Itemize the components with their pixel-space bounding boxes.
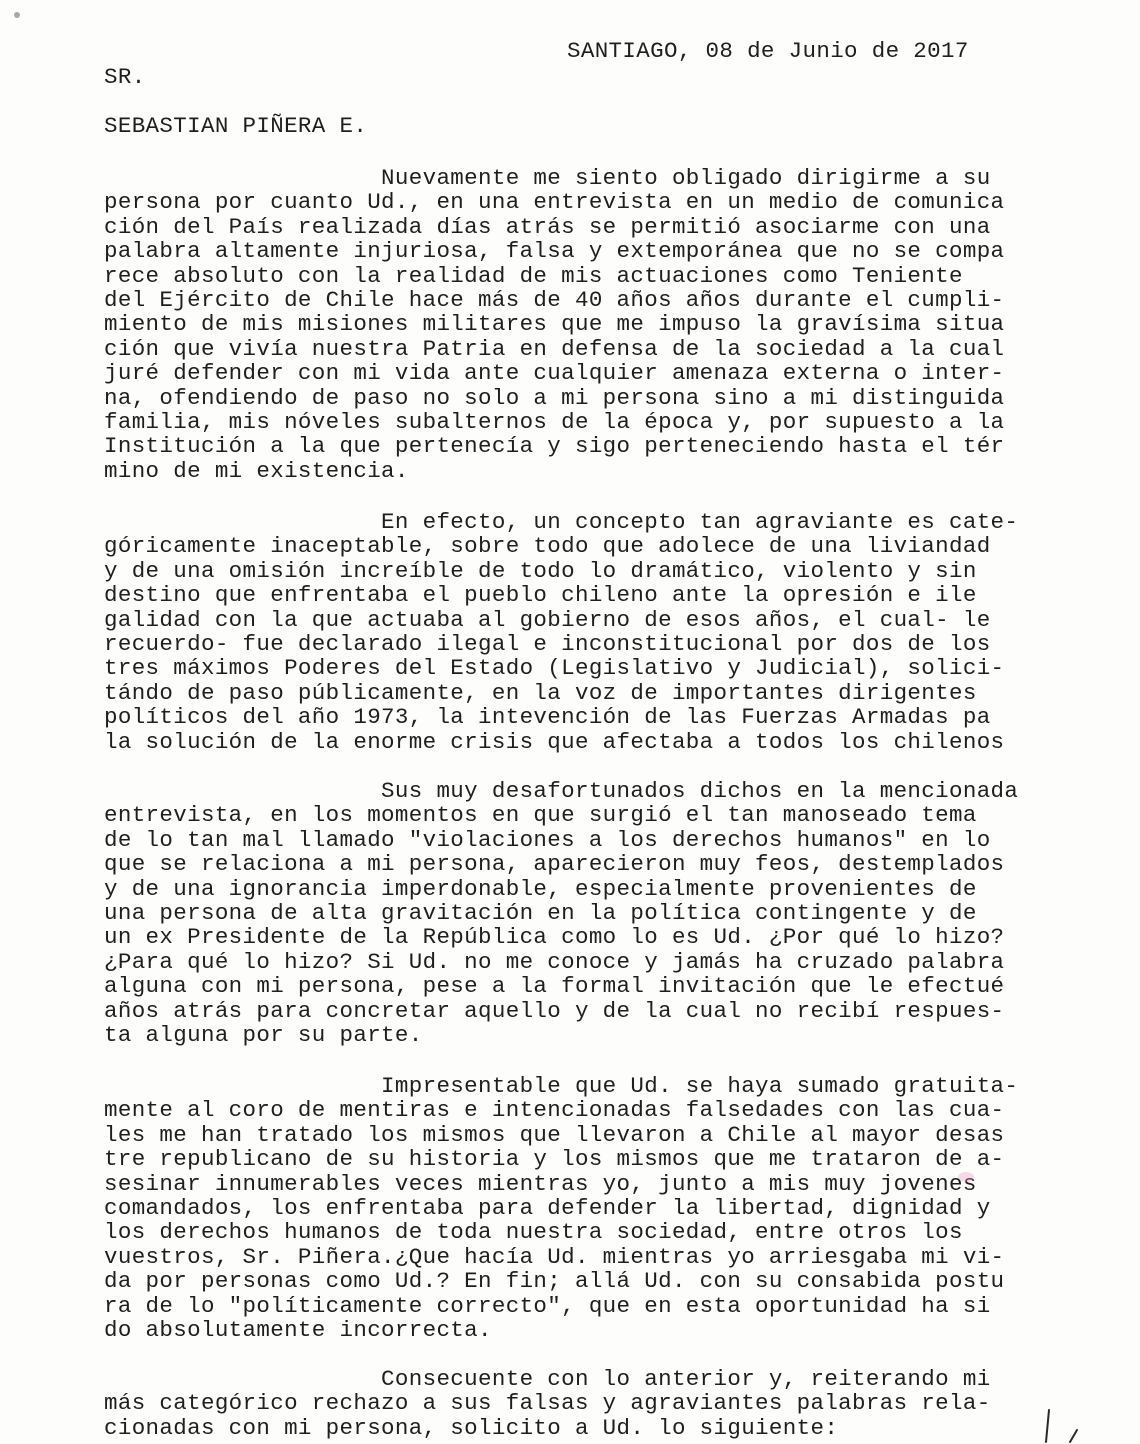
text-line: destino que enfrentaba el pueblo chileno ante la opresión e ile xyxy=(104,582,977,609)
text-line: do absolutamente incorrecta. xyxy=(104,1316,492,1343)
text-line: comandados, los enfrentaba para defender la libertad, dignidad y xyxy=(104,1194,991,1221)
text-line: los derechos humanos de toda nuestra sociedad, entre otros los xyxy=(104,1219,963,1246)
text-line: políticos del año 1973, la intevención de las Fuerzas Armadas pa xyxy=(104,704,991,731)
text-line: Consecuente con lo anterior y, reiterando mi xyxy=(104,1366,991,1392)
text-line: mino de mi existencia. xyxy=(104,457,409,484)
text-line: la solución de la enorme crisis que afectaba a todos los chilenos xyxy=(104,728,1005,755)
signature-mark xyxy=(1040,1408,1080,1444)
paragraph-4 xyxy=(104,1074,1018,1342)
text-line: tre republicano de su historia y los mismos que me trataron de a- xyxy=(104,1146,1005,1173)
text-line: palabra altamente injuriosa, falsa y extemporánea que no se compa xyxy=(104,238,1005,265)
text-line: ción que vivía nuestra Patria en defensa de la sociedad a la cual xyxy=(104,335,1005,362)
text-line: Institución a la que pertenecía y sigo perteneciendo hasta el tér xyxy=(104,433,1005,460)
text-line: que se relaciona a mi persona, aparecieron muy feos, destemplados xyxy=(104,851,1005,878)
text-line: y de una ignorancia imperdonable, especialmente provenientes de xyxy=(104,875,977,902)
text-line: tándo de paso públicamente, en la voz de importantes dirigentes xyxy=(104,679,977,706)
text-line: ción del País realizada días atrás se permitió asociarme con una xyxy=(104,213,991,240)
text-line: Sus muy desafortunados dichos en la mencionada xyxy=(104,778,1019,804)
text-line: ¿Para qué lo hizo? Si Ud. no me conoce y jamás ha cruzado palabra xyxy=(104,948,1005,975)
text-line: ta alguna por su parte. xyxy=(104,1021,423,1048)
text-line: vuestros, Sr. Piñera.¿Que hacía Ud. mientras yo arriesgaba mi vi- xyxy=(104,1243,1005,1270)
scan-speck xyxy=(958,1172,974,1182)
text-line: familia, mis nóveles subalternos de la época y, por supuesto a la xyxy=(104,408,1005,435)
text-line: persona por cuanto Ud., en una entrevista en un medio de comunica xyxy=(104,189,1005,216)
text-line: ra de lo "políticamente correcto", que en esta oportunidad ha si xyxy=(104,1292,991,1319)
text-line: entrevista, en los momentos en que surgió el tan manoseado tema xyxy=(104,802,977,829)
text-line: na, ofendiendo de paso no solo a mi persona sino a mi distinguida xyxy=(104,384,1005,411)
text-line: da por personas como Ud.? En fin; allá Ud. con su consabida postu xyxy=(104,1268,1005,1295)
text-line: y de una omisión increíble de todo lo dramático, violento y sin xyxy=(104,557,977,584)
text-line: miento de mis misiones militares que me impuso la gravísima situa xyxy=(104,311,1005,338)
text-line: una persona de alta gravitación en la política contingente y de xyxy=(104,899,977,926)
paragraph-2 xyxy=(104,510,1018,754)
text-line: un ex Presidente de la República como lo es Ud. ¿Por qué lo hizo? xyxy=(104,924,1005,951)
text-line: del Ejército de Chile hace más de 40 años años durante el cumpli- xyxy=(104,286,1005,313)
text-line: Nuevamente me siento obligado dirigirme a su xyxy=(104,165,991,191)
text-line: galidad con la que actuaba al gobierno de esos años, el cual- le xyxy=(104,606,991,633)
paragraph-1 xyxy=(104,166,1004,483)
text-line: de lo tan mal llamado "violaciones a los derechos humanos" en lo xyxy=(104,826,991,853)
text-line: más categórico rechazo a sus falsas y agraviantes palabras rela- xyxy=(104,1390,991,1417)
text-line: recuerdo- fue declarado ilegal e inconstitucional por dos de los xyxy=(104,630,991,657)
text-line: Impresentable que Ud. se haya sumado gratuita- xyxy=(104,1073,1019,1099)
text-line: juré defender con mi vida ante cualquier amenaza externa o inter- xyxy=(104,360,1005,387)
paragraph-3 xyxy=(104,779,1018,1047)
text-line: años atrás para concretar aquello y de la cual no recibí respues- xyxy=(104,997,1005,1024)
text-line: mente al coro de mentiras e intencionadas falsedades con las cua- xyxy=(104,1097,1005,1124)
text-line: alguna con mi persona, pese a la formal invitación que le efectué xyxy=(104,973,1005,1000)
paragraph-5 xyxy=(104,1367,991,1440)
text-line: En efecto, un concepto tan agraviante es cate- xyxy=(104,509,1019,535)
text-line: les me han tratado los mismos que llevaron a Chile al mayor desas xyxy=(104,1121,1005,1148)
text-line: góricamente inaceptable, sobre todo que adolece de una liviandad xyxy=(104,533,991,560)
scan-speck xyxy=(14,12,20,18)
recipient-name: SEBASTIAN PIÑERA E. xyxy=(104,113,368,139)
text-line: rece absoluto con la realidad de mis actuaciones como Teniente xyxy=(104,262,963,289)
date-line: SANTIAGO, 08 de Junio de 2017 xyxy=(567,38,969,64)
text-line: tres máximos Poderes del Estado (Legislativo y Judicial), solici- xyxy=(104,655,1005,682)
text-line: cionadas con mi persona, solicito a Ud. lo siguiente: xyxy=(104,1414,839,1441)
salutation: SR. xyxy=(104,64,146,90)
text-line: sesinar innumerables veces mientras yo, junto a mis muy jovenes xyxy=(104,1170,977,1197)
